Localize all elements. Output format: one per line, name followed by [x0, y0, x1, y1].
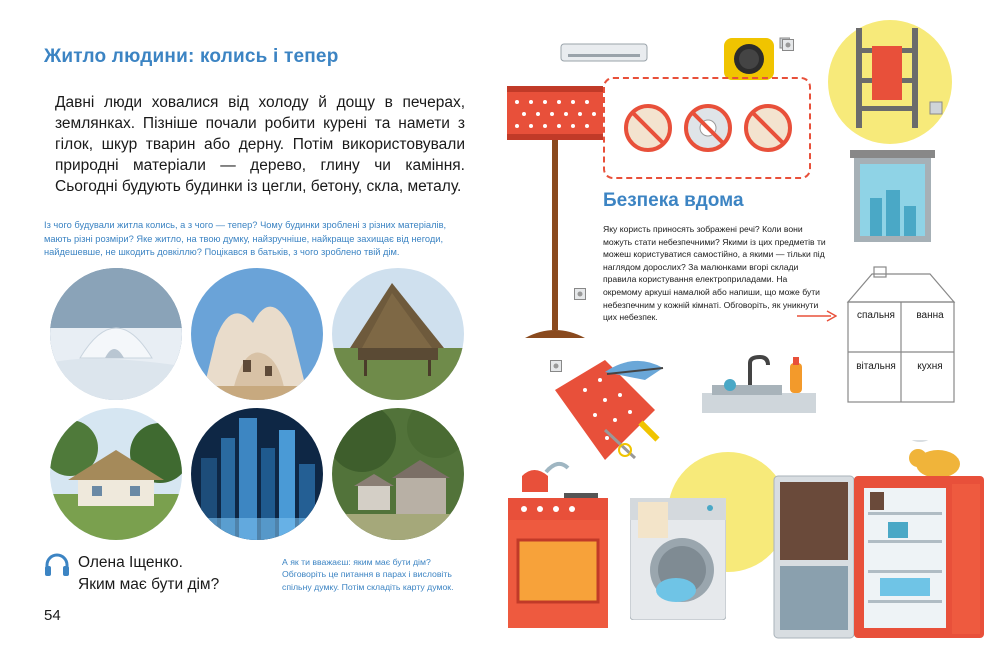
heated-towel-rail-icon [826, 18, 954, 146]
room-kitchen: кухня [917, 361, 943, 372]
arrow-right-icon [797, 310, 837, 322]
city-skyline-photo [191, 408, 323, 540]
thatched-hut-photo [332, 268, 464, 400]
no-finger-socket-sign [686, 106, 730, 150]
floor-lamp-icon [505, 82, 605, 342]
audio-reading[interactable] [44, 552, 219, 596]
window-icon [850, 150, 935, 245]
stove-with-kettle-icon [508, 458, 610, 630]
page-number: 54 [44, 607, 61, 624]
stone-houses-photo [332, 408, 464, 540]
socket-icon [782, 39, 794, 51]
cat-icon [906, 440, 960, 478]
cave-dwelling-photo [191, 268, 323, 400]
question-paragraph: Із чого будували житла колись, а з чого — тепер? Чому будинки зроблені з різних матеріалів, мають різні розміри? Яке житло, на твою думку, найзручніше, найкраще захищає від негоди, найдешевше, не шкодить довкіллю? Поцікався в батьків, з чого зроблено твій дім. [44, 220, 447, 257]
safety-paragraph: Яку користь приносять зображені речі? Коли вони можуть стати небезпечними? Якими із цих предметів ти можеш користуватися самостійно, а якими — тільки під наглядом дорослих? За малюнками вгорі склади правила користування електроприладами. На окремому аркуші намалюй або напиши, що може бути небезпечним у кожній кімнаті. Обговоріть, як уникнути цих небезпек. [603, 224, 826, 323]
audio-author: Олена Іщенко. [78, 554, 183, 571]
refrigerator-icon [770, 440, 990, 640]
audio-title: Яким має бути дім? [78, 576, 220, 593]
page-title: Житло людини: колись і тепер [44, 46, 339, 67]
side-note: А як ти вважаєш: яким має бути дім? Обговоріть це питання в парах і висловіть спільну думку. Потім складіть карту думок. [282, 557, 454, 592]
room-bedroom: спальня [857, 310, 895, 321]
intro-paragraph: Давні люди ховалися від холоду й дощу в печерах, землянках. Пізніше почали робити курені та намети з гілок, шкур тварин або дерну. Потім використовували природні матеріали — дерево, глину чи каміння. Сьогодні будують будинки із цегли, бетону, скла, металу. [55, 94, 465, 195]
igloo-photo [50, 268, 182, 400]
safety-heading: Безпека вдома [603, 190, 744, 211]
socket-icon [574, 288, 586, 300]
village-cottage-photo [50, 408, 182, 540]
no-metal-socket-sign [746, 106, 790, 150]
electric-safety-signs [620, 98, 800, 158]
air-conditioner-icon [560, 42, 648, 64]
room-bathroom: ванна [916, 310, 944, 321]
washing-machine-icon [630, 498, 726, 620]
headphones-icon [44, 552, 70, 578]
no-wet-plug-sign [626, 106, 670, 150]
iron-and-fabric-icon [545, 350, 675, 470]
kitchen-sink-icon [700, 355, 818, 415]
rooms-table [850, 302, 954, 400]
room-living-room: вітальня [856, 361, 896, 372]
